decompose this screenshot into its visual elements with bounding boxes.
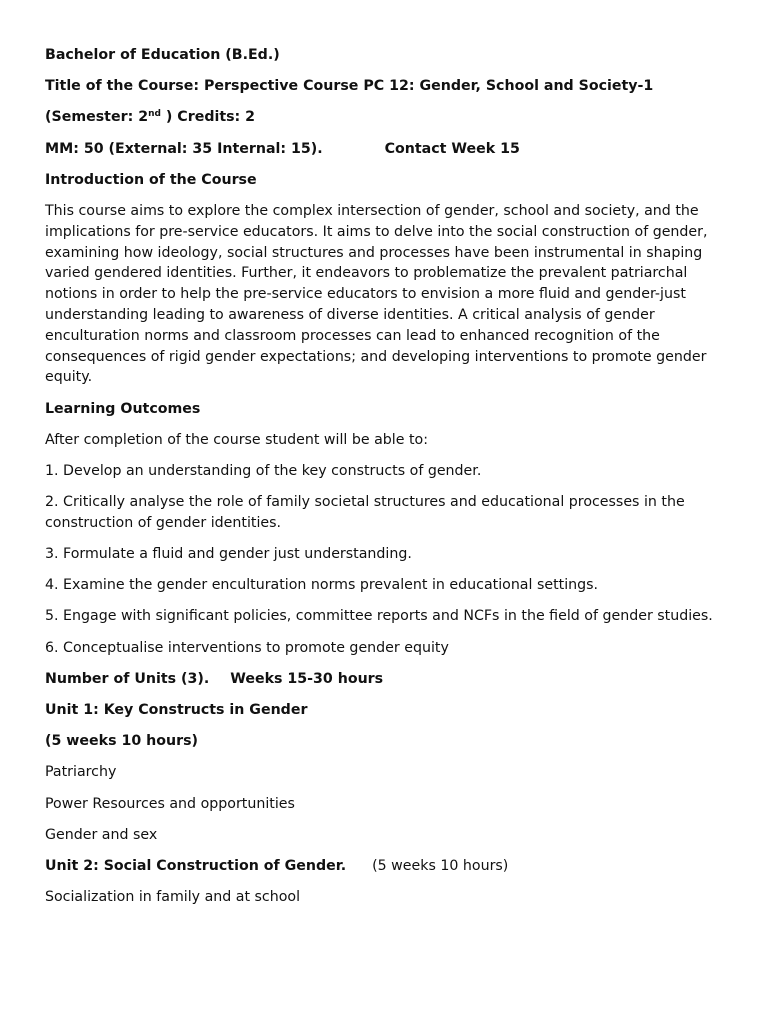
intro-paragraph: This course aims to explore the complex intersection of gender, school and society, and the implications for pre-service educators. It aims to delve into the social construction of gender, examining how ideology, social structures and processes have been instrumental in shaping varied gendered identities. Further, it endeavors to problematize the prevalent patriarchal notions in order to help the pre-service educators to envision a more fluid and gender-just understanding leading to awareness of diverse identities. A critical analysis of gender enculturation norms and classroom processes can lead to enhanced recognition of the consequences of rigid gender expectations; and developing interventions to promote gender equity.	[45, 202, 708, 386]
semester-prefix: (Semester: 2	[45, 109, 149, 126]
unit2-duration: (5 weeks 10 hours)	[372, 857, 509, 874]
max-marks: MM: 50 (External: 35 Internal: 15).	[45, 140, 323, 157]
unit1-title: Unit 1: Key Constructs in Gender	[45, 701, 308, 718]
contact-weeks: Contact Week 15	[384, 140, 520, 157]
unit1-duration: (5 weeks 10 hours)	[45, 733, 199, 750]
outcome-item-5: 5. Engage with significant policies, committee reports and NCFs in the field of gender studies.	[45, 608, 713, 625]
unit2-title: Unit 2: Social Construction of Gender.	[45, 857, 347, 874]
semester-credits	[45, 107, 725, 128]
outcomes-heading: Learning Outcomes	[45, 400, 201, 417]
intro-heading: Introduction of the Course	[45, 171, 257, 188]
unit1-topic-2: Power Resources and opportunities	[45, 795, 295, 812]
semester-superscript: nd	[148, 109, 161, 120]
degree-title: Bachelor of Education (B.Ed.)	[45, 47, 280, 63]
semester-suffix: ) Credits: 2	[160, 109, 256, 126]
outcome-item-3: 3. Formulate a fluid and gender just understanding.	[45, 546, 412, 563]
outcome-item-1: 1. Develop an understanding of the key constructs of gender.	[45, 462, 482, 479]
unit1-topic-1: Patriarchy	[45, 764, 117, 781]
units-summary	[45, 669, 725, 690]
unit2-heading-line	[45, 856, 725, 877]
unit1-topic-3: Gender and sex	[45, 826, 158, 843]
marks-line	[45, 139, 725, 160]
units-count: Number of Units (3).	[45, 670, 210, 687]
units-weeks: Weeks 15-30 hours	[230, 670, 384, 687]
outcome-item-4: 4. Examine the gender enculturation norms prevalent in educational settings.	[45, 577, 599, 594]
course-title: Title of the Course: Perspective Course PC 12: Gender, School and Society-1	[45, 78, 654, 95]
outcome-item-2: 2. Critically analyse the role of family societal structures and educational processes in the construction of gender identities.	[45, 494, 685, 531]
document-page	[45, 45, 725, 918]
outcome-item-6: 6. Conceptualise interventions to promote gender equity	[45, 639, 449, 656]
outcomes-intro: After completion of the course student will be able to:	[45, 431, 428, 448]
unit2-topic-1: Socialization in family and at school	[45, 889, 301, 906]
